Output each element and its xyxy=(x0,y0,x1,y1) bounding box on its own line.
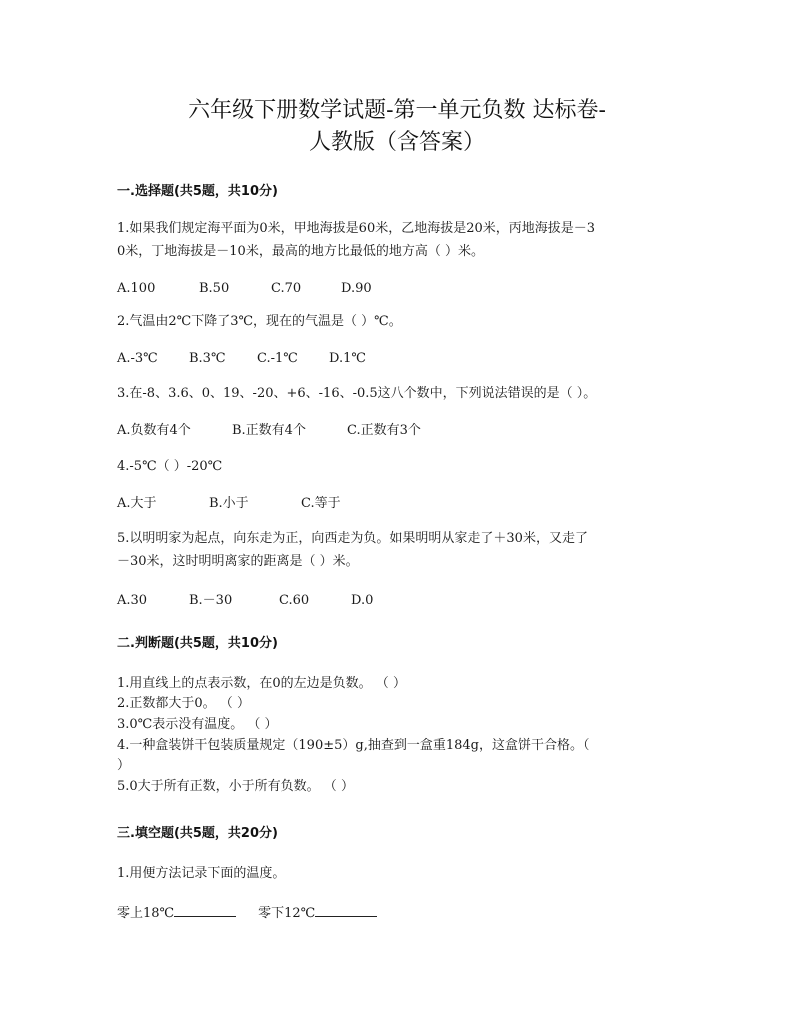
option-d: D.90 xyxy=(341,281,372,296)
judge-5: 5.0大于所有正数，小于所有负数。 （ ） xyxy=(117,779,354,794)
question-3-line1: 3.在-8、3.6、0、19、-20、+6、-16、-0.5这八个数中，下列说法错误的是（ ）。 xyxy=(117,386,597,401)
option-b: B.正数有4个 xyxy=(232,423,306,438)
option-c: C.60 xyxy=(279,593,310,608)
option-b: B.50 xyxy=(199,281,230,296)
question-1-line1: 1.如果我们规定海平面为0米，甲地海拔是60米，乙地海拔是20米，丙地海拔是－3 xyxy=(117,221,596,236)
question-1-options xyxy=(117,280,372,298)
option-b: B.3℃ xyxy=(189,351,226,366)
option-c: C.正数有3个 xyxy=(347,423,421,438)
fill-1a-blank[interactable] xyxy=(174,903,236,917)
option-a: A.30 xyxy=(117,593,148,608)
option-a: A.100 xyxy=(117,281,156,296)
option-a: A.-3℃ xyxy=(117,351,158,366)
question-2-options xyxy=(117,350,366,368)
fill-1b-blank[interactable] xyxy=(315,903,377,917)
question-2-line1: 2.气温由2℃下降了3℃，现在的气温是（ ）℃。 xyxy=(117,314,402,329)
fill-1b-label: 零下12℃ xyxy=(258,906,316,921)
question-4-line1: 4.-5℃（ ）-20℃ xyxy=(117,459,223,474)
judge-3: 3.0℃表示没有温度。 （ ） xyxy=(117,717,278,732)
judge-4-line1: 4.一种盒装饼干包装质量规定（190±5）g,抽查到一盒重184g，这盒饼干合格。（ xyxy=(117,738,590,753)
judge-4-line2: ） xyxy=(117,758,131,773)
fill-1: 1.用便方法记录下面的温度。 xyxy=(117,866,286,881)
section-heading-judge: 二.判断题(共5题，共10分) xyxy=(117,636,278,651)
question-5-line1: 5.以明明家为起点，向东走为正，向西走为负。如果明明从家走了＋30米，又走了 xyxy=(117,531,588,546)
option-a: A.负数有4个 xyxy=(117,423,191,438)
question-1-line2: 0米，丁地海拔是－10米，最高的地方比最低的地方高（ ）米。 xyxy=(117,244,484,259)
option-b: B.小于 xyxy=(209,496,249,511)
question-4-options xyxy=(117,495,341,513)
option-a: A.大于 xyxy=(117,496,157,511)
judge-1: 1.用直线上的点表示数，在0的左边是负数。 （ ） xyxy=(117,676,406,691)
fill-1a-label: 零上18℃ xyxy=(117,906,175,921)
page-title-line1: 六年级下册数学试题-第一单元负数 达标卷- xyxy=(188,98,606,123)
question-5-options xyxy=(117,592,373,610)
option-c: C.70 xyxy=(271,281,302,296)
question-3-options xyxy=(117,422,421,440)
option-d: D.1℃ xyxy=(329,351,366,366)
option-c: C.等于 xyxy=(301,496,341,511)
option-b: B.－30 xyxy=(189,593,233,608)
fill-1-blanks xyxy=(117,903,377,923)
section-heading-choice: 一.选择题(共5题，共10分) xyxy=(117,184,278,199)
question-5-line2: －30米，这时明明离家的距离是（ ）米。 xyxy=(117,554,359,569)
section-heading-fill: 三.填空题(共5题，共20分) xyxy=(117,826,278,841)
judge-2: 2.正数都大于0。 （ ） xyxy=(117,696,250,711)
option-d: D.0 xyxy=(351,593,374,608)
page-title-line2: 人教版（含答案） xyxy=(308,130,485,155)
option-c: C.-1℃ xyxy=(257,351,298,366)
